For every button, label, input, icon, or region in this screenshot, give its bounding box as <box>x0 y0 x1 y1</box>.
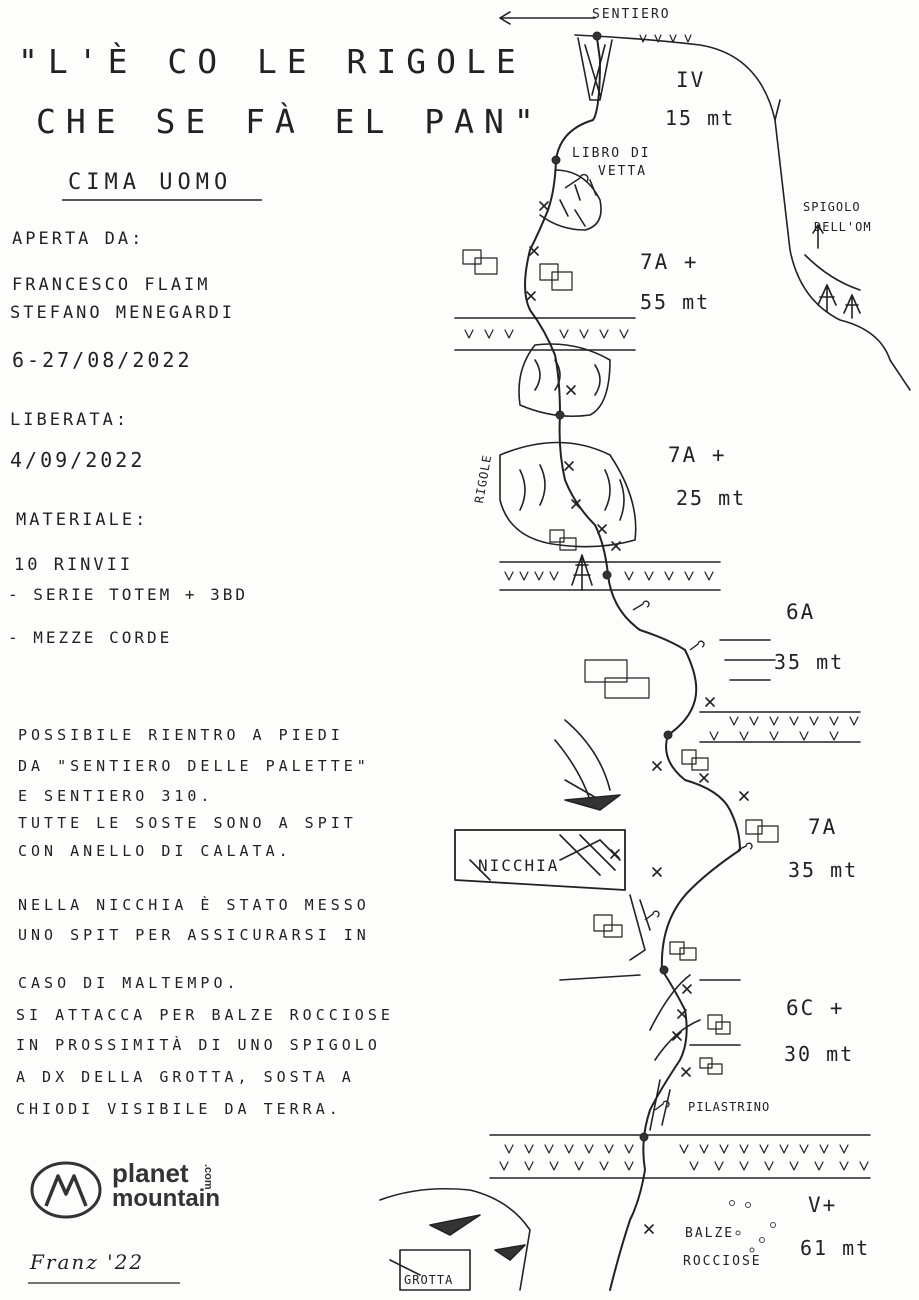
pitch-grade: 7A <box>808 815 838 839</box>
logo-word-mountain: mountain <box>112 1185 220 1212</box>
pitch-grade: 6A <box>786 600 816 624</box>
material-item: - MEZZE CORDE <box>8 628 173 647</box>
belay-dot <box>552 156 560 164</box>
note-line: TUTTE LE SOSTE SONO A SPIT <box>18 814 357 832</box>
label-sentiero: SENTIERO <box>592 7 671 22</box>
label-nicchia: NICCHIA <box>478 856 560 875</box>
logo-word-planet: planet <box>112 1158 189 1188</box>
note-line: IN PROSSIMITÀ DI UNO SPIGOLO <box>16 1036 381 1054</box>
label-pilastrino: PILASTRINO <box>688 1100 771 1114</box>
logo-suffix: .com <box>202 1164 214 1190</box>
belay-dot <box>664 731 672 739</box>
pitch-grade: IV <box>676 68 706 92</box>
label-grotta: GROTTA <box>404 1273 454 1287</box>
freed-date: 4/09/2022 <box>10 448 146 472</box>
pitch-grade: V+ <box>808 1193 838 1217</box>
material-item: 10 RINVII <box>14 555 134 575</box>
belay-dot <box>593 32 601 40</box>
label-summit-book: VETTA <box>598 164 648 179</box>
note-line: CHIODI VISIBILE DA TERRA. <box>16 1100 342 1118</box>
freed-label: LIBERATA: <box>10 410 130 430</box>
belay-dot <box>603 571 611 579</box>
planetmountain-logo <box>28 1160 228 1224</box>
author-2: STEFANO MENEGARDI <box>10 303 235 323</box>
material-item: - SERIE TOTEM + 3BD <box>8 585 249 604</box>
pitch-length: 35 mt <box>774 650 845 674</box>
belay-dot <box>556 411 564 419</box>
note-line: POSSIBILE RIENTRO A PIEDI <box>18 726 344 744</box>
note-line: E SENTIERO 310. <box>18 787 214 805</box>
pitch-length: 55 mt <box>640 290 711 314</box>
note-line: SI ATTACCA PER BALZE ROCCIOSE <box>16 1006 394 1024</box>
pitch-length: 30 mt <box>784 1042 855 1066</box>
tree-icon <box>572 555 592 590</box>
mountain-m-icon <box>28 1160 108 1220</box>
label-spigolo: DELL'OM <box>814 220 872 234</box>
signature: Franz '22 <box>30 1250 145 1274</box>
opened-date: 6-27/08/2022 <box>12 348 193 372</box>
belay-dot <box>660 966 668 974</box>
note-line: A DX DELLA GROTTA, SOSTA A <box>16 1068 355 1086</box>
author-1: FRANCESCO FLAIM <box>12 275 211 295</box>
belay-dot <box>640 1133 648 1141</box>
pitch-length: 35 mt <box>788 858 859 882</box>
trail-arrow <box>500 12 595 24</box>
tree-icon <box>844 295 860 318</box>
summit-pillar <box>578 38 612 100</box>
label-spigolo: SPIGOLO <box>803 200 861 214</box>
note-line: DA "SENTIERO DELLE PALETTE" <box>18 757 370 775</box>
pitch-length: 15 mt <box>665 106 736 130</box>
pitch-grade: 6C + <box>786 996 845 1020</box>
pitch-grade: 7A + <box>640 250 699 274</box>
note-line: NELLA NICCHIA È STATO MESSO <box>18 896 370 914</box>
material-label: MATERIALE: <box>16 510 149 530</box>
label-rigole: RIGOLE <box>472 453 495 505</box>
label-balze: ROCCIOSE <box>683 1254 762 1269</box>
label-balze: BALZE <box>685 1226 735 1241</box>
pitch-grade: 7A + <box>668 443 727 467</box>
title-line-1: "L'È CO LE RIGOLE <box>18 42 526 81</box>
note-line: CASO DI MALTEMPO. <box>18 974 240 992</box>
note-line: UNO SPIT PER ASSICURARSI IN <box>18 926 370 944</box>
label-summit-book: LIBRO DI <box>572 146 651 161</box>
note-line: CON ANELLO DI CALATA. <box>18 842 292 860</box>
subtitle-peak: CIMA UOMO <box>68 170 233 195</box>
pitch-length: 25 mt <box>676 486 747 510</box>
title-line-2: CHE SE FÀ EL PAN" <box>36 102 544 141</box>
pitch-length: 61 mt <box>800 1236 871 1260</box>
opened-label: APERTA DA: <box>12 229 145 249</box>
